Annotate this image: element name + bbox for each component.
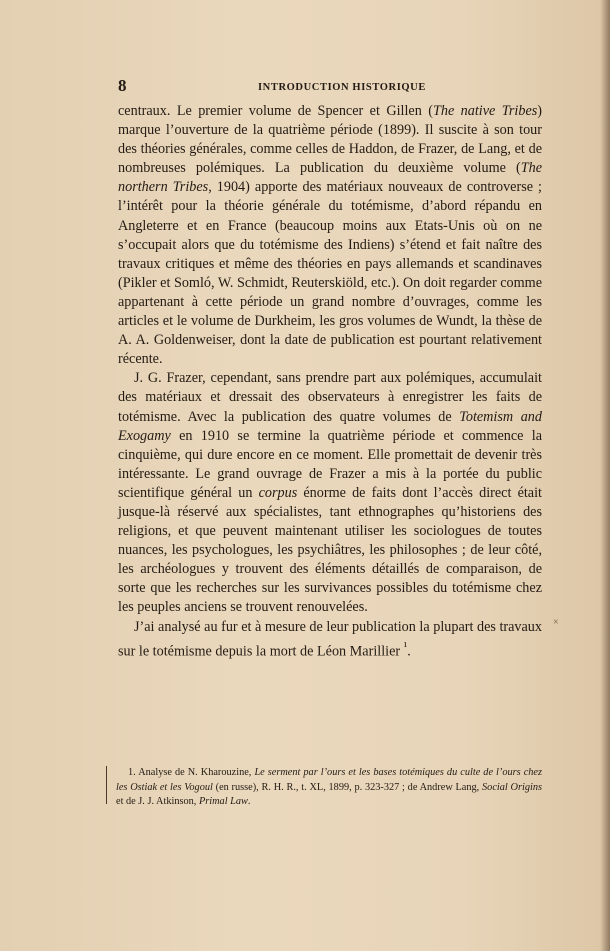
text-run: (en russe), R. H. R., t. XL, 1899, p. 323-327 ; de Andrew Lang,: [212, 781, 483, 793]
page-number: 8: [118, 76, 127, 95]
running-head: INTRODUCTION HISTORIQUE: [258, 82, 426, 93]
title-italic: Primal Law: [198, 796, 248, 808]
text-run: énorme de faits dont l’accès direct était jusque-là réservé aux spécialistes, tant ethnographes qu’historiens des religions, et que peuvent maintenant utiliser les sociologues de toutes nuances, les psychologues, les psychiâtres, les philosophes ; de leur côté, les archéologues y trouvent des éléments détaillés de comparaison, de sorte que les recherches sur les survivances possibles du totémisme chez les peuples anciens se trouvent renouvelées.: [118, 484, 542, 616]
page-edge-shadow: [600, 0, 610, 951]
title-italic: Social Origins: [482, 781, 543, 793]
title-italic: The native Tribes: [432, 103, 538, 119]
text-run: , 1904) apporte des matériaux nouveaux de controverse ; l’intérêt pour la théorie générale du totémisme, d’abord répandu en Angleterre et en France (beaucoup moins aux Etats-Unis où on ne s’occupait alors que du totémisme des Indiens) s’étend et fait naître des travaux critiques et même des théories en pays allemands et scandinaves (Pikler et Somló, W. Schmidt, Reuterskiöld, etc.). On doit regarder comme appartenant à cette période un grand nombre d’ouvrages, comme les articles et le volume de Durkheim, les gros volumes de Wundt, la thèse de A. A. Goldenweiser, dont la date de publication est pourtant relativement récente.: [118, 179, 542, 368]
footnote: [116, 766, 542, 810]
text-run: et de J. J. Atkinson,: [116, 796, 199, 808]
paragraph-1: [118, 102, 542, 369]
text-run: J. G. Frazer, cependant, sans prendre part aux polémiques, accumulait des matériaux et dressait des observateurs à enregistrer les faits de totémisme. Avec la publication des quatre volumes de: [118, 370, 542, 425]
text-run: .: [407, 643, 411, 660]
footnote-margin-rule: [106, 766, 107, 804]
page-header: [118, 76, 542, 98]
title-italic: The northern Tribes: [118, 160, 542, 196]
margin-mark: ×: [553, 617, 559, 628]
paragraph-3: [118, 618, 542, 662]
term-italic: corpus: [258, 484, 298, 501]
text-run: J’ai analysé au fur et à mesure de leur publication la plupart des travaux sur le totémisme depuis la mort de Léon Marillier: [118, 618, 542, 660]
title-italic: Le serment par l’ours et les bases totémiques du culte de l’ours chez les Ostiak et les Vogoul: [116, 767, 542, 793]
paragraph-2: [118, 369, 542, 617]
text-run: en 1910 se termine la quatrième période et commence la cinquième, qui dure encore en ce moment. Elle promettait de devenir très intéressante. Le grand ouvrage de Frazer a mis à la portée du public scientifique général un: [118, 427, 542, 501]
text-run: .: [247, 796, 251, 808]
title-italic: Totemism and Exogamy: [118, 408, 542, 444]
text-run: 1. Analyse de N. Kharouzine,: [128, 767, 255, 778]
body-text: [118, 102, 542, 661]
text-run: centraux. Le premier volume de Spencer et Gillen (: [118, 103, 433, 119]
text-run: ) marque l’ouverture de la quatrième période (1899). Il suscite à son tour des théories générales, comme celles de Haddon, de Frazer, de Lang, et de nombreuses polémiques. La publication du deuxième volume (: [118, 103, 542, 177]
footnote-1: [116, 766, 542, 810]
footnote-reference: ¹: [403, 638, 408, 653]
